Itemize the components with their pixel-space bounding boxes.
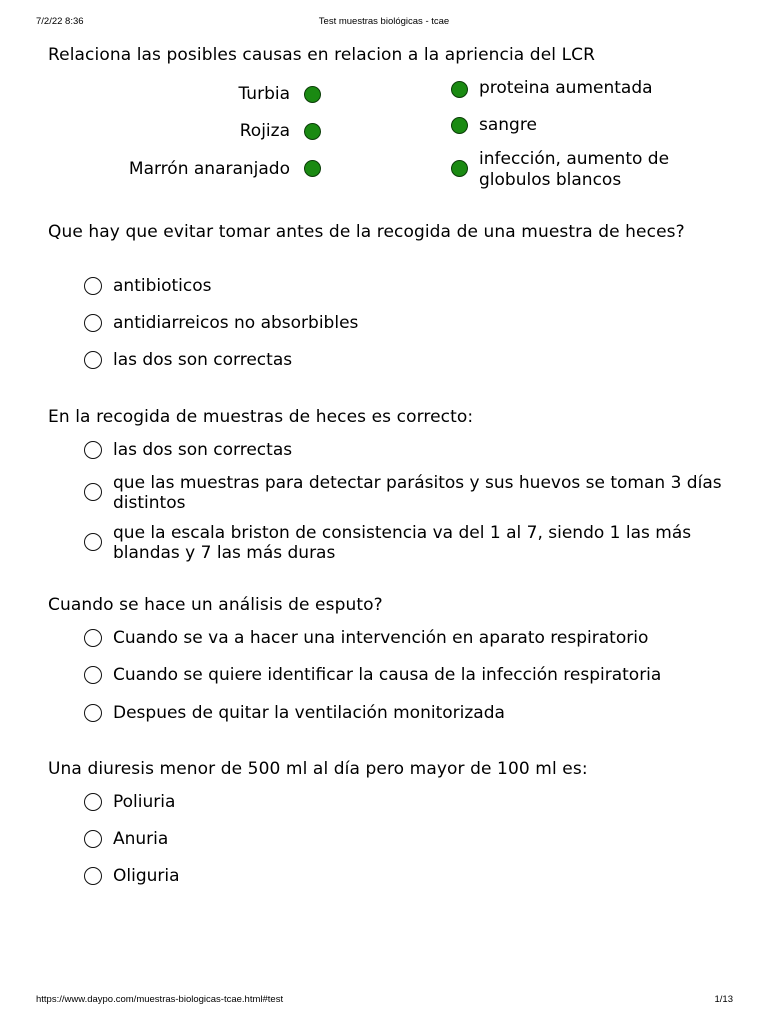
radio-button[interactable] (84, 351, 102, 369)
question-4 (48, 595, 728, 723)
radio-button[interactable] (84, 441, 102, 459)
print-datetime: 7/2/22 8:36 (36, 16, 84, 27)
radio-button[interactable] (84, 867, 102, 885)
question-4-option-1[interactable] (84, 628, 724, 650)
question-5-option-1[interactable] (84, 792, 724, 814)
question-4-text: Cuando se hace un análisis de esputo? (48, 595, 383, 615)
option-label: Poliuria (113, 792, 176, 812)
question-4-option-2[interactable] (84, 665, 724, 687)
question-4-option-3[interactable] (84, 703, 724, 725)
match-left-label-3: Marrón anaranjado (128, 159, 290, 179)
match-right-dot-1[interactable] (451, 81, 468, 98)
option-label: Anuria (113, 829, 169, 849)
radio-button[interactable] (84, 277, 102, 295)
match-right-dot-3[interactable] (451, 160, 468, 177)
question-5 (48, 759, 728, 886)
option-label: Cuando se va a hacer una intervención en aparato respiratorio (113, 628, 649, 648)
match-right-label-3: infección, aumento de globulos blancos (479, 149, 670, 190)
question-3-text: En la recogida de muestras de heces es correcto: (48, 407, 474, 427)
option-label: que la escala briston de consistencia va del 1 al 7, siendo 1 las más blandas y 7 las más duras (113, 523, 692, 563)
question-5-option-3[interactable] (84, 866, 724, 888)
match-left-dot-3[interactable] (304, 160, 321, 177)
radio-button[interactable] (84, 533, 102, 551)
radio-button[interactable] (84, 314, 102, 332)
print-footer (0, 994, 768, 1008)
option-label: Despues de quitar la ventilación monitorizada (113, 703, 505, 723)
radio-button[interactable] (84, 483, 102, 501)
question-3-option-1[interactable] (84, 440, 724, 462)
match-right-item-3[interactable] (479, 149, 699, 193)
question-3 (48, 407, 728, 563)
question-1-text: Relaciona las posibles causas en relacion a la apriencia del LCR (48, 45, 596, 65)
match-left-item-2[interactable] (100, 120, 290, 144)
match-left-item-1[interactable] (100, 83, 290, 107)
option-label: las dos son correctas (113, 440, 293, 460)
page-number: 1/13 (714, 994, 733, 1005)
radio-button[interactable] (84, 704, 102, 722)
match-left-label-2: Rojiza (239, 121, 290, 141)
option-label: Oliguria (113, 866, 180, 886)
question-2 (48, 222, 728, 370)
question-3-option-2[interactable] (84, 473, 724, 515)
print-header (0, 16, 768, 30)
match-right-label-1: proteina aumentada (479, 78, 653, 98)
question-3-option-3[interactable] (84, 523, 724, 565)
question-2-option-1[interactable] (84, 276, 724, 298)
print-url: https://www.daypo.com/muestras-biologicas-tcae.html#test (36, 994, 284, 1005)
option-label: antidiarreicos no absorbibles (113, 313, 359, 333)
option-label: que las muestras para detectar parásitos y sus huevos se toman 3 días distintos (113, 473, 722, 513)
match-left-dot-1[interactable] (304, 86, 321, 103)
question-1 (48, 45, 728, 65)
option-label: Cuando se quiere identificar la causa de la infección respiratoria (113, 665, 662, 685)
radio-button[interactable] (84, 830, 102, 848)
match-right-item-1[interactable] (479, 78, 719, 102)
radio-button[interactable] (84, 793, 102, 811)
question-5-option-2[interactable] (84, 829, 724, 851)
match-right-label-2: sangre (479, 115, 537, 135)
match-left-item-3[interactable] (60, 158, 290, 182)
option-label: antibioticos (113, 276, 212, 296)
question-2-option-2[interactable] (84, 313, 724, 335)
question-5-text: Una diuresis menor de 500 ml al día pero mayor de 100 ml es: (48, 759, 588, 779)
match-left-label-1: Turbia (238, 84, 290, 104)
print-title: Test muestras biológicas - tcae (318, 16, 450, 27)
question-2-text: Que hay que evitar tomar antes de la recogida de una muestra de heces? (48, 222, 685, 242)
match-left-dot-2[interactable] (304, 123, 321, 140)
match-right-dot-2[interactable] (451, 117, 468, 134)
match-right-item-2[interactable] (479, 115, 719, 139)
question-2-option-3[interactable] (84, 350, 724, 372)
radio-button[interactable] (84, 629, 102, 647)
radio-button[interactable] (84, 666, 102, 684)
option-label: las dos son correctas (113, 350, 293, 370)
